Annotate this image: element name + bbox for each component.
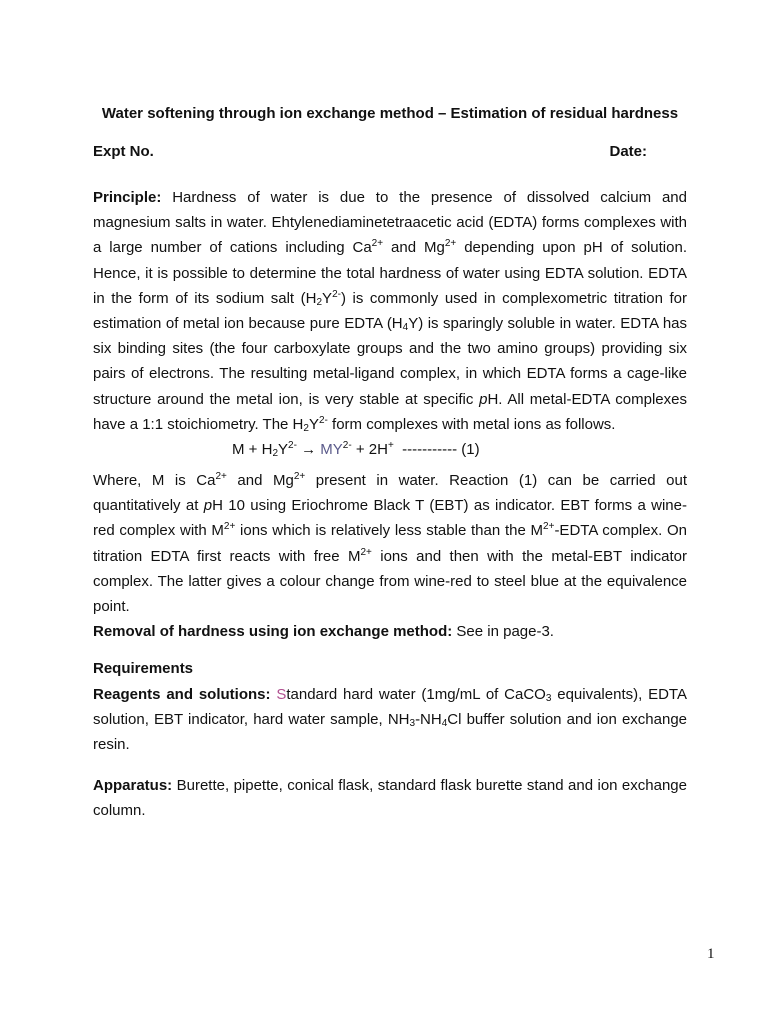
subscript: 2 (316, 296, 323, 308)
apparatus-paragraph (93, 773, 687, 823)
superscript: 2+ (444, 238, 457, 250)
reaction-equation (232, 437, 687, 462)
reagents-text: equivalents), EDTA solution, EBT indicator, hard water sample, NH (93, 685, 687, 728)
subscript: 2 (272, 448, 278, 460)
requirements-heading-text: Requirements (93, 660, 194, 678)
where-paragraph (93, 468, 687, 619)
superscript: 2+ (215, 471, 227, 483)
expt-date-row (93, 142, 687, 162)
document-title: Water softening through ion exchange method – Estimation of residual hardness (101, 105, 679, 122)
superscript: 2- (318, 414, 328, 426)
superscript: 2- (288, 440, 297, 452)
reagents-text: Cl buffer solution and ion exchange resin. (93, 710, 688, 754)
principle-text: H. All metal-EDTA complexes have a 1:1 stoichiometry. The H (93, 390, 687, 433)
where-text: Where, M is Ca (93, 472, 216, 490)
principle-text: ) is commonly used in complexometric titration for estimation of metal ion because pure EDTA (H (93, 289, 687, 333)
where-text: H 10 using Eriochrome Black T (EBT) as indicator. EBT forms a wine-red complex with M (93, 497, 687, 540)
subscript: 4 (441, 717, 448, 729)
requirements-heading (93, 656, 687, 681)
principle-text: Hardness of water is due to the presence of dissolved calcium and magnesium salts in water. Ehtylenediaminetetraacetic acid (EDTA) forms complexes with a large number of cations including Ca (93, 189, 687, 257)
subscript: 2 (303, 422, 309, 434)
principle-text: Y) is sparingly soluble in water. EDTA has six binding sites (the four carboxylate groups and the two amino groups) providing six pairs of electrons. The resulting metal-ligand complex, in which EDTA forms a cage-like structure around the metal ion, is very stable at specific (93, 315, 688, 408)
expt-no-label: Expt No. (93, 143, 154, 160)
where-text: -EDTA complex. On titration EDTA first reacts with free M (93, 522, 687, 565)
reagents-text: tandard hard water (1mg/mL of CaCO (286, 685, 546, 703)
equation-number: ----------- (1) (393, 441, 480, 459)
superscript: 2+ (223, 521, 236, 533)
principle-text: Y (322, 289, 333, 307)
principle-heading: Principle: (93, 189, 162, 206)
superscript: 2+ (543, 521, 555, 533)
italic-p: p (203, 497, 213, 515)
removal-heading: Removal of hardness using ion exchange method: (93, 623, 453, 641)
date-label: Date: (609, 143, 647, 160)
document-page (93, 104, 687, 824)
subscript: 4 (402, 322, 409, 334)
reagents-text: -NH (415, 710, 442, 728)
principle-text: form complexes with metal ions as follows. (327, 415, 616, 433)
superscript: 2+ (293, 471, 306, 483)
reagents-heading: Reagents and solutions: (93, 685, 271, 703)
removal-text: See in page-3. (452, 623, 554, 641)
removal-line (93, 619, 687, 644)
where-text: ions and then with the metal-EBT indicator complex. The latter gives a colour change from wine-red to steel blue at the equivalence point. (93, 547, 687, 616)
where-text: and Mg (226, 472, 294, 490)
apparatus-heading: Apparatus: (93, 777, 173, 795)
superscript: 2- (332, 288, 341, 300)
equation-part: Y (278, 441, 289, 459)
equation-part: + 2H (351, 441, 388, 459)
principle-text: depending upon pH of solution. Hence, it is possible to determine the total hardness of water using EDTA solution. EDTA in the form of its sodium salt (H (93, 239, 687, 307)
equation-part: M + H (232, 441, 273, 459)
page-number: 1 (707, 946, 715, 962)
subscript: 3 (409, 717, 416, 729)
where-text: ions which is relatively less stable than the M (235, 522, 544, 540)
subscript: 3 (545, 692, 552, 704)
reagents-paragraph (93, 682, 687, 758)
principle-text: and Mg (383, 239, 445, 257)
superscript: + (387, 440, 394, 452)
equation-product: MY (320, 441, 343, 459)
where-text: present in water. Reaction (1) can be carried out quantitatively at (93, 472, 687, 515)
apparatus-text: Burette, pipette, conical flask, standard flask burette stand and ion exchange column. (93, 777, 687, 820)
superscript: 2+ (360, 546, 372, 558)
superscript: 2+ (371, 238, 384, 250)
superscript: 2- (342, 440, 352, 452)
arrow-symbol: → (296, 441, 321, 459)
principle-text: Y (308, 415, 319, 433)
principle-paragraph (93, 185, 687, 437)
italic-p: p (479, 390, 488, 408)
reagents-text: S (276, 685, 287, 703)
